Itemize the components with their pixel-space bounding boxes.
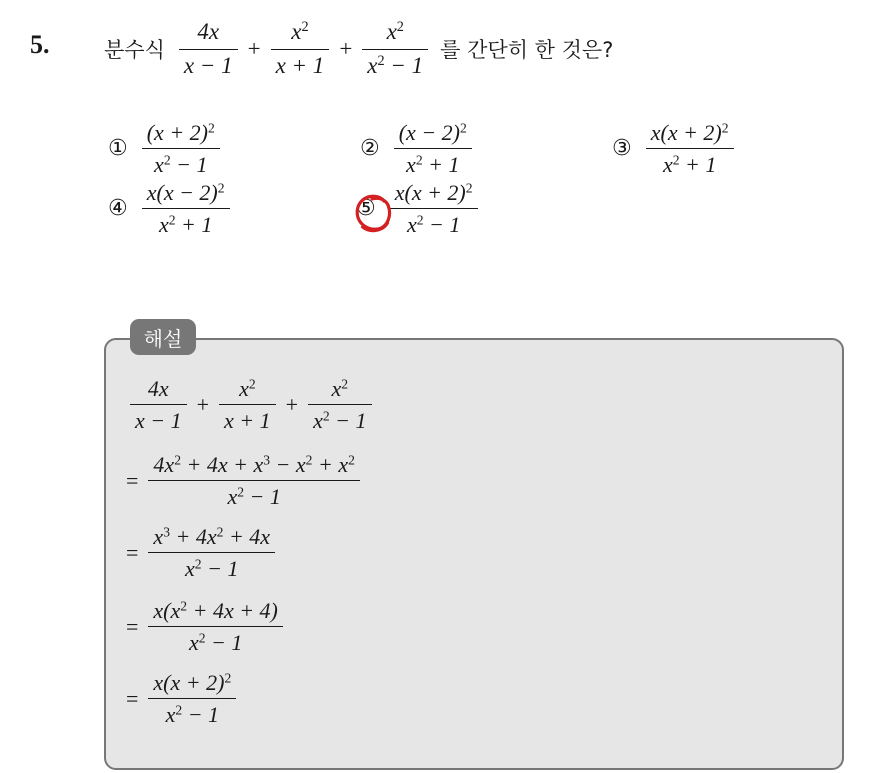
sol1-fraction-2: $\frac{x^2}{x + 1}$ <box>219 376 276 434</box>
solution-tab-label: 해설 <box>130 319 196 355</box>
stem-plus-1: + <box>247 36 261 61</box>
choice-3[interactable] <box>612 120 738 178</box>
sol1-plus-1: + <box>196 391 210 417</box>
question-number: 5. <box>30 30 50 59</box>
solution-line-3: = $\frac{x^3 + 4x^2 + 4x}{x^2 - 1}$ <box>126 524 279 582</box>
solution-line-2: = $\frac{4x^2 + 4x + x^3 - x^2 + x^2}{x^2 - 1}$ <box>126 452 364 510</box>
solution-line-1 <box>126 376 376 434</box>
sol4-fraction: $\frac{x(x^2 + 4x + 4)}{x^2 - 1}$ <box>148 598 282 656</box>
choice-2-fraction: $\frac{(x - 2)^2}{x^2 + 1}$ <box>394 120 472 178</box>
question-suffix: 를 간단히 한 것은? <box>440 38 614 62</box>
solution-line-4: = $\frac{x(x^2 + 4x + 4)}{x^2 - 1}$ <box>126 598 287 656</box>
question-stem <box>104 14 613 84</box>
solution-line-5: = $\frac{x(x + 2)^2}{x^2 - 1}$ <box>126 670 240 728</box>
choice-2-mark: ② <box>360 136 380 162</box>
stem-plus-2: + <box>339 36 353 61</box>
sol1-fraction-3: $\frac{x^2}{x^2 - 1}$ <box>308 376 371 434</box>
stem-fraction-1: $\frac{4x}{x - 1}$ <box>179 19 238 79</box>
choice-5[interactable] <box>356 180 482 238</box>
choice-4-mark: ④ <box>108 196 128 222</box>
choice-5-mark: ⑤ <box>356 196 376 222</box>
sol2-fraction: $\frac{4x^2 + 4x + x^3 - x^2 + x^2}{x^2 - 1}$ <box>148 452 360 510</box>
choice-4[interactable] <box>108 180 234 238</box>
sol3-fraction: $\frac{x^3 + 4x^2 + 4x}{x^2 - 1}$ <box>148 524 275 582</box>
choice-5-fraction: $\frac{x(x + 2)^2}{x^2 - 1}$ <box>390 180 478 238</box>
choice-3-mark: ③ <box>612 136 632 162</box>
choice-1-mark: ① <box>108 136 128 162</box>
stem-fraction-3: $\frac{x^2}{x^2 - 1}$ <box>362 19 428 79</box>
choice-3-fraction: $\frac{x(x + 2)^2}{x^2 + 1}$ <box>646 120 734 178</box>
sol5-fraction: $\frac{x(x + 2)^2}{x^2 - 1}$ <box>148 670 236 728</box>
sol1-plus-2: + <box>285 391 299 417</box>
choice-1[interactable] <box>108 120 224 178</box>
stem-fraction-2: $\frac{x^2}{x + 1}$ <box>271 19 330 79</box>
choice-2[interactable] <box>360 120 476 178</box>
choice-1-fraction: $\frac{(x + 2)^2}{x^2 - 1}$ <box>142 120 220 178</box>
sol1-fraction-1: $\frac{4x}{x - 1}$ <box>130 376 187 434</box>
choice-4-fraction: $\frac{x(x - 2)^2}{x^2 + 1}$ <box>142 180 230 238</box>
question-prefix: 분수식 <box>104 38 165 62</box>
